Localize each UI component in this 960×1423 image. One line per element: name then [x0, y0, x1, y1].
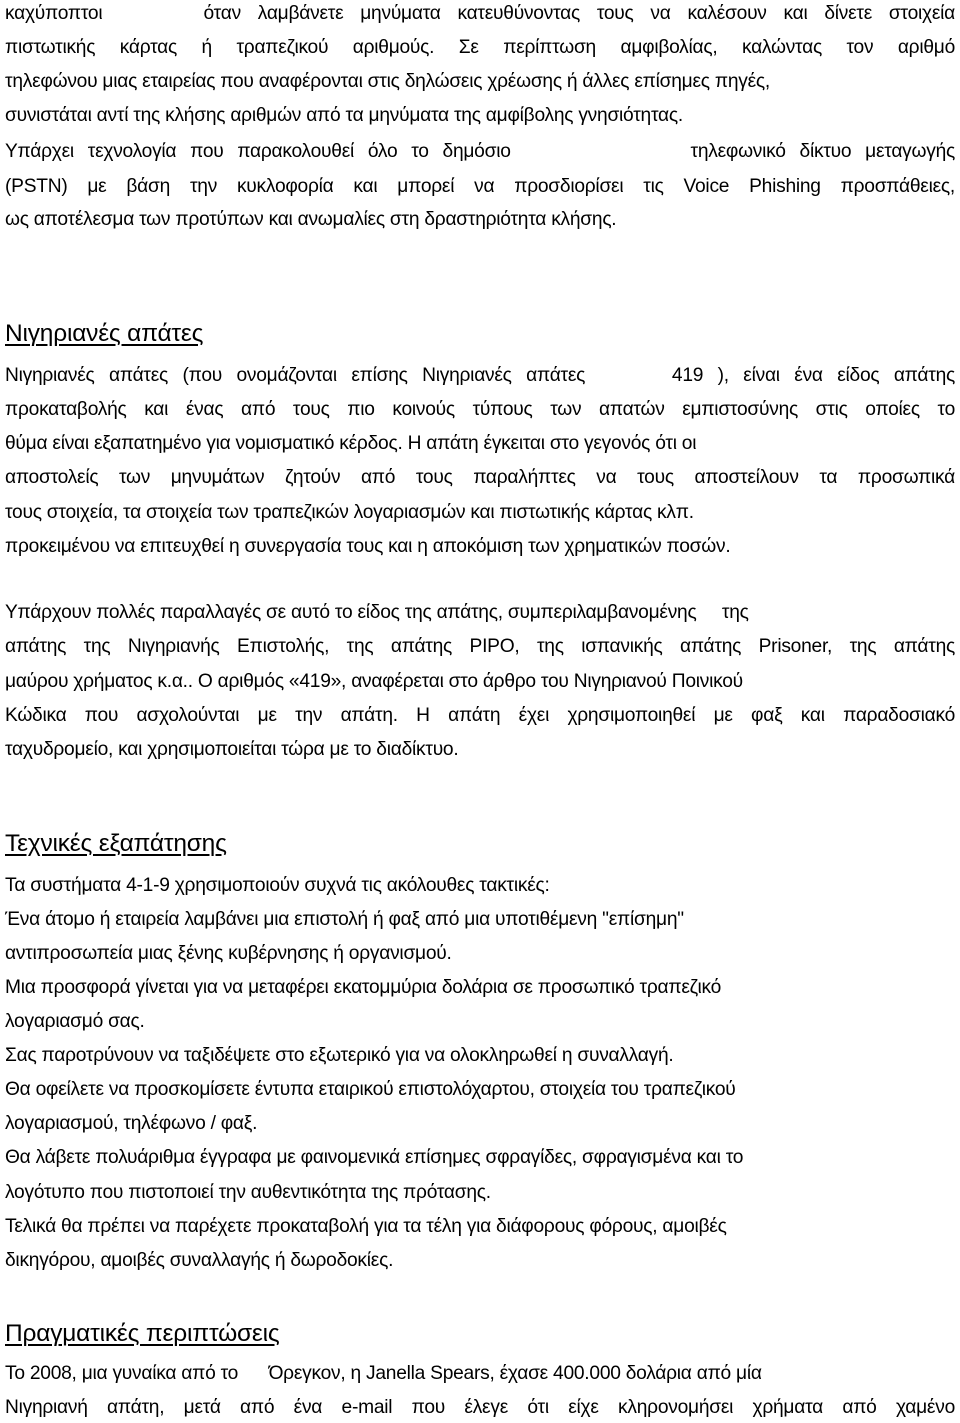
text-line: (PSTN) με βάση την κυκλοφορία και μπορεί να προσδιορίσει τις Voice Phishing προσπάθειες, [5, 176, 955, 197]
text-line: Υπάρχει τεχνολογία που παρακολουθεί όλο το δημόσιο τηλεφωνικό δίκτυο μεταγωγής [5, 141, 955, 162]
text-line: Υπάρχουν πολλές παραλλαγές σε αυτό το είδος της απάτης, συμπεριλαμβανομένης της [5, 602, 749, 623]
text-line: δικηγόρου, αμοιβές συναλλαγής ή δωροδοκίες. [5, 1250, 394, 1271]
section-heading: Νιγηριανές απάτες [5, 320, 204, 347]
text-line: ταχυδρομείο, και χρησιμοποιείται τώρα με το διαδίκτυο. [5, 739, 459, 760]
text-line: Μια προσφορά γίνεται για να μεταφέρει εκατομμύρια δολάρια σε προσωπικό τραπεζικό [5, 977, 722, 998]
section-heading: Πραγματικές περιπτώσεις [5, 1320, 280, 1347]
text-line: Νιγηριανές απάτες (που ονομάζονται επίσης Νιγηριανές απάτες 419 ), είναι ένα είδος απάτης [5, 365, 955, 386]
text-line: Θα λάβετε πολυάριθμα έγγραφα με φαινομενικά επίσημες σφραγίδες, σφραγισμένα και το [5, 1147, 744, 1168]
text-line: καχύποπτοι όταν λαμβάνετε μηνύματα κατευθύνοντας τους να καλέσουν και δίνετε στοιχεία [5, 3, 955, 24]
text-line: Τελικά θα πρέπει να παρέχετε προκαταβολή για τα τέλη για διάφορους φόρους, αμοιβές [5, 1216, 727, 1237]
text-line: αποστολείς των μηνυμάτων ζητούν από τους παραλήπτες να τους αποστείλουν τα προσωπικά [5, 467, 955, 488]
text-line: Κώδικα που ασχολούνται με την απάτη. Η απάτη έχει χρησιμοποιηθεί με φαξ και παραδοσιακό [5, 705, 955, 726]
text-line: λογότυπο που πιστοποιεί την αυθεντικότητα της πρότασης. [5, 1182, 491, 1203]
text-line: τηλεφώνου μιας εταιρείας που αναφέρονται στις δηλώσεις χρέωσης ή άλλες επίσημες πηγές, [5, 71, 770, 92]
text-line: θύμα είναι εξαπατημένο για νομισματικό κέρδος. Η απάτη έγκειται στο γεγονός ότι οι [5, 433, 697, 454]
text-line: Το 2008, μια γυναίκα από το Όρεγκον, η Janella Spears, έχασε 400.000 δολάρια από μία [5, 1363, 762, 1384]
text-line: συνιστάται αντί της κλήσης αριθμών από τα μηνύματα της αμφίβολης γνησιότητας. [5, 105, 683, 126]
text-line: Νιγηριανή απάτη, μετά από ένα e-mail που έλεγε ότι είχε κληρονομήσει χρήματα από χαμένο [5, 1397, 955, 1418]
text-line: Σας παροτρύνουν να ταξιδέψετε στο εξωτερικό για να ολοκληρωθεί η συναλλαγή. [5, 1045, 674, 1066]
text-line: Ένα άτομο ή εταιρεία λαμβάνει μια επιστολή ή φαξ από μια υποτιθέμενη "επίσημη" [5, 909, 684, 930]
text-line: προκειμένου να επιτευχθεί η συνεργασία τους και η αποκόμιση των χρηματικών ποσών. [5, 536, 731, 557]
text-line: ως αποτέλεσμα των προτύπων και ανωμαλίες στη δραστηριότητα κλήσης. [5, 209, 617, 230]
text-line: Θα οφείλετε να προσκομίσετε έντυπα εταιρικού επιστολόχαρτου, στοιχεία του τραπεζικού [5, 1079, 736, 1100]
section-heading: Τεχνικές εξαπάτησης [5, 830, 227, 857]
text-line: Τα συστήματα 4-1-9 χρησιμοποιούν συχνά τις ακόλουθες τακτικές: [5, 875, 550, 896]
text-line: λογαριασμού, τηλέφωνο / φαξ. [5, 1113, 258, 1134]
text-line: προκαταβολής και ένας από τους πιο κοινούς τύπους των απατών εμπιστοσύνης στις οποίες το [5, 399, 955, 420]
text-line: αντιπροσωπεία μιας ξένης κυβέρνησης ή οργανισμού. [5, 943, 452, 964]
text-line: λογαριασμό σας. [5, 1011, 145, 1032]
text-line: πιστωτικής κάρτας ή τραπεζικού αριθμούς. Σε περίπτωση αμφιβολίας, καλώντας τον αριθμό [5, 37, 955, 58]
text-line: μαύρου χρήματος κ.α.. Ο αριθμός «419», αναφέρεται στο άρθρο του Νιγηριανού Ποινικού [5, 671, 743, 692]
text-line: τους στοιχεία, τα στοιχεία των τραπεζικών λογαριασμών και πιστωτικής κάρτας κλπ. [5, 502, 694, 523]
text-line: απάτης της Νιγηριανής Επιστολής, της απάτης PIPO, της ισπανικής απάτης Prisoner, της απάτης [5, 636, 955, 657]
